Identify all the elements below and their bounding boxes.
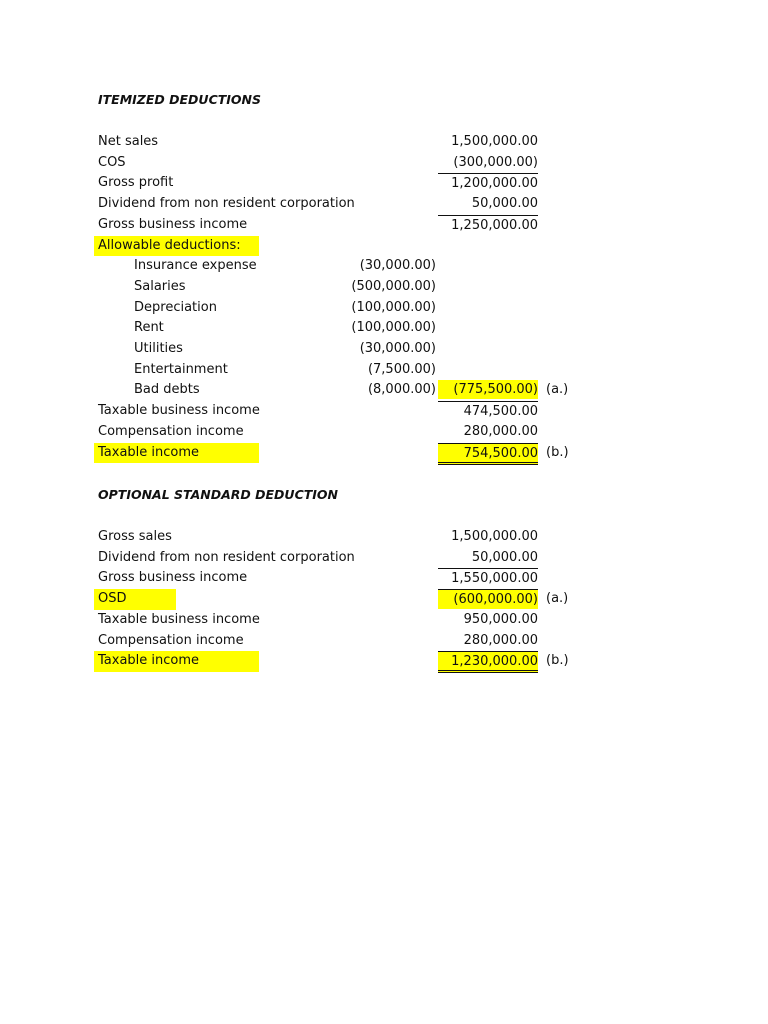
taxable-income-note: (b.): [546, 444, 569, 460]
dividend-value: 50,000.00: [471, 196, 538, 212]
osd-label: OSD: [94, 589, 176, 610]
net-sales-row: [0, 132, 768, 153]
cos-row: [0, 153, 768, 174]
osd-dividend-label: Dividend from non resident corporation: [98, 549, 355, 565]
deduction-value: (30,000.00): [359, 258, 436, 274]
gross-profit-label: Gross profit: [98, 175, 174, 191]
osd-taxable-income-label: Taxable income: [94, 651, 259, 672]
osd-taxable-business-income-row: [0, 610, 768, 631]
osd-taxable-business-income-value: 950,000.00: [463, 611, 538, 627]
deduction-row: [0, 298, 768, 319]
gross-business-income-value: 1,250,000.00: [438, 215, 538, 235]
osd-taxable-income-row: [0, 651, 768, 672]
deduction-row: [0, 339, 768, 360]
deduction-value: (30,000.00): [359, 341, 436, 356]
taxable-business-income-label: Taxable business income: [98, 403, 260, 419]
osd-value: (600,000.00): [438, 589, 538, 609]
osd-compensation-income-row: [0, 631, 768, 652]
deduction-row: [0, 380, 768, 401]
gross-profit-row: [0, 173, 768, 194]
deduction-row: [0, 256, 768, 277]
gross-business-income-row: [0, 215, 768, 236]
osd-taxable-income-note: (b.): [546, 653, 569, 669]
allowable-deductions-row: [0, 236, 768, 257]
osd-gross-business-income-label: Gross business income: [98, 570, 248, 586]
osd-dividend-value: 50,000.00: [471, 549, 538, 565]
deduction-label: Entertainment: [134, 361, 228, 377]
dividend-row: [0, 194, 768, 215]
gross-sales-value: 1,500,000.00: [451, 529, 538, 544]
gross-business-income-label: Gross business income: [98, 216, 248, 232]
itemized-deductions-title: ITEMIZED DEDUCTIONS: [98, 92, 262, 107]
taxable-business-income-value: 474,500.00: [438, 401, 538, 421]
net-sales-value: 1,500,000.00: [451, 134, 538, 149]
total-deductions-value: (775,500.00): [438, 380, 538, 399]
osd-gross-business-income-row: [0, 568, 768, 589]
taxable-business-income-row: [0, 401, 768, 422]
gross-sales-row: [0, 527, 768, 548]
cos-label: COS: [98, 154, 126, 170]
deduction-value: (100,000.00): [351, 299, 436, 315]
deduction-value: (8,000.00): [367, 382, 436, 398]
deduction-label: Insurance expense: [134, 258, 257, 274]
compensation-income-row: [0, 422, 768, 443]
deduction-label: Bad debts: [134, 382, 200, 398]
dividend-label: Dividend from non resident corporation: [98, 196, 355, 212]
osd-dividend-row: [0, 548, 768, 569]
taxable-income-value: 754,500.00: [438, 443, 538, 465]
deduction-value: (500,000.00): [351, 278, 436, 294]
deduction-row: [0, 360, 768, 381]
compensation-income-value: 280,000.00: [463, 423, 538, 439]
total-deductions-note: (a.): [546, 382, 569, 398]
deduction-label: Utilities: [134, 341, 183, 356]
osd-title: OPTIONAL STANDARD DEDUCTION: [98, 487, 339, 502]
deduction-row: [0, 318, 768, 339]
taxable-income-row: [0, 443, 768, 464]
deduction-label: Salaries: [134, 278, 186, 294]
osd-note: (a.): [546, 591, 569, 607]
deduction-value: (7,500.00): [367, 361, 436, 377]
deduction-label: Rent: [134, 320, 164, 336]
osd-compensation-income-value: 280,000.00: [463, 632, 538, 648]
osd-taxable-income-value: 1,230,000.00: [438, 651, 538, 673]
allowable-deductions-label: Allowable deductions:: [94, 236, 259, 257]
osd-compensation-income-label: Compensation income: [98, 632, 244, 648]
taxable-income-label: Taxable income: [94, 443, 259, 464]
compensation-income-label: Compensation income: [98, 423, 244, 439]
gross-profit-value: 1,200,000.00: [438, 173, 538, 193]
osd-gross-business-income-value: 1,550,000.00: [438, 568, 538, 588]
deduction-row: [0, 277, 768, 298]
cos-value: (300,000.00): [453, 154, 538, 170]
deduction-label: Depreciation: [134, 299, 217, 315]
net-sales-label: Net sales: [98, 134, 159, 149]
gross-sales-label: Gross sales: [98, 529, 172, 544]
osd-taxable-business-income-label: Taxable business income: [98, 611, 260, 627]
deduction-value: (100,000.00): [351, 320, 436, 336]
osd-row: [0, 589, 768, 610]
